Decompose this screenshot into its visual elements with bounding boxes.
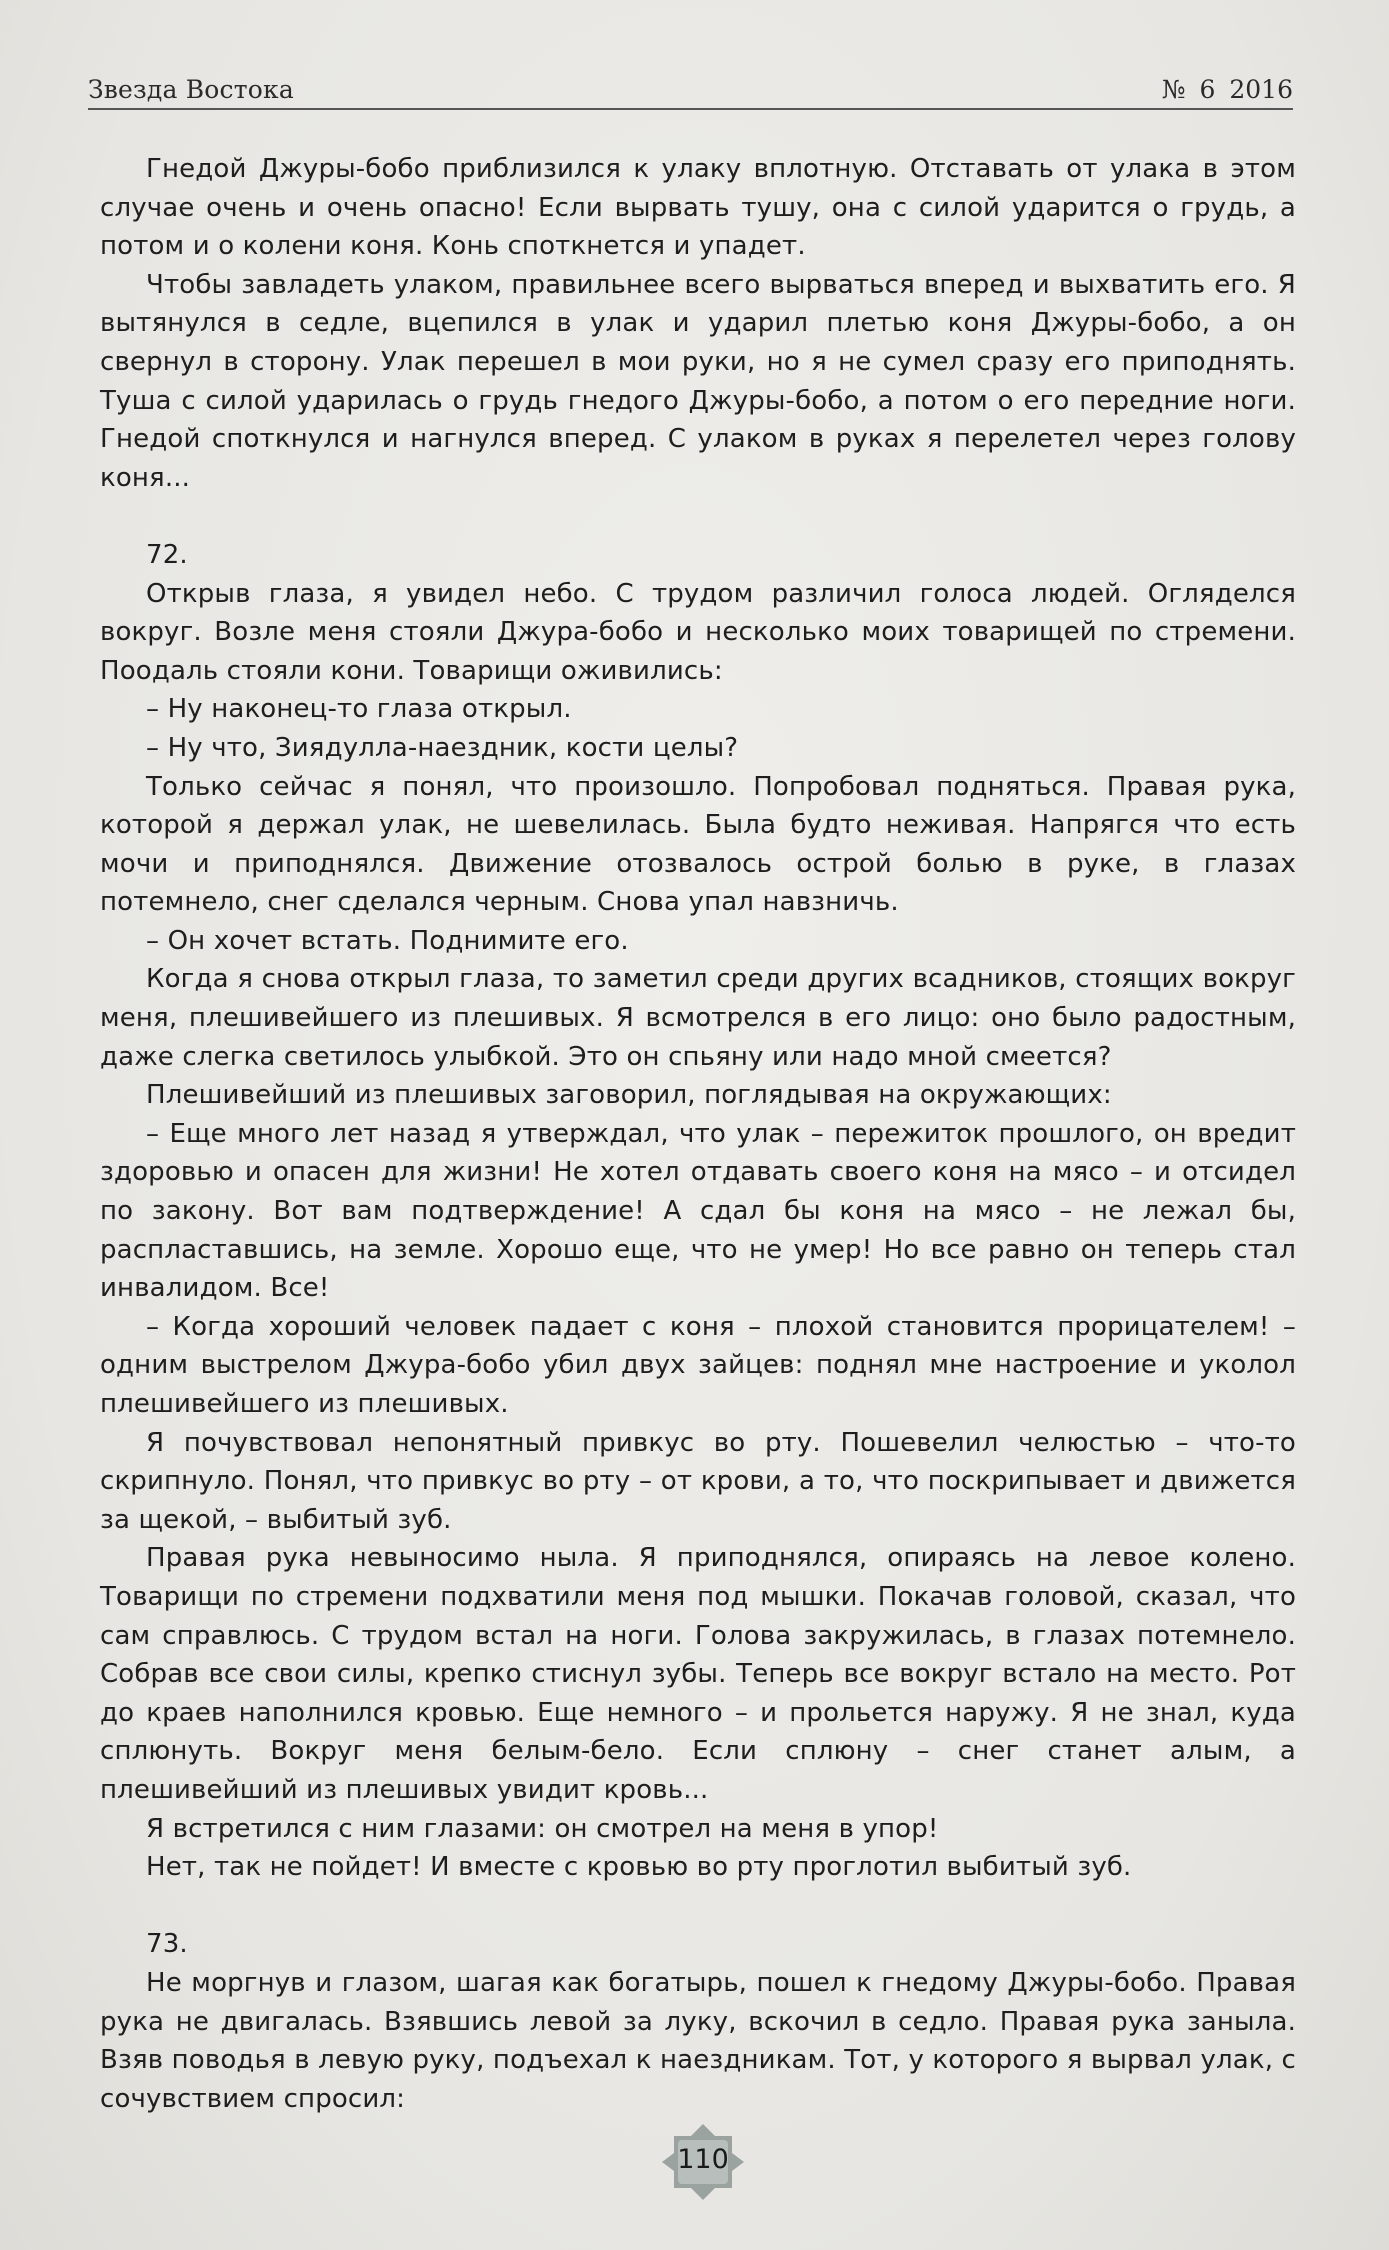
dialogue-line: – Когда хороший человек падает с коня – плохой становится прорицателем! – одним выстрелом Джура-бобо убил двух зайцев: поднял мне настроение и уколол плешивейшего из плешивых. xyxy=(100,1311,1296,1419)
paragraph: Чтобы завладеть улаком, правильнее всего вырваться вперед и выхватить его. Я вытянулся в седле, вцепился в улак и ударил плетью коня Джуры-бобо, а он свернул в сторону. Улак перешел в мои руки, но я не сумел сразу его приподнять. Туша с силой ударилась о грудь гнедого Джуры-бобо, а потом о его передние ноги. Гнедой споткнулся и нагнулся вперед. С улаком в руках я перелетел через голову коня... xyxy=(100,269,1296,493)
page-number-ornament xyxy=(648,2122,758,2202)
paragraph: Правая рука невыносимо ныла. Я приподнялся, опираясь на левое колено. Товарищи по стремени подхватили меня под мышки. Покачав головой, сказал, что сам справлюсь. С трудом встал на ноги. Голова закружилась, в глазах потемнело. Собрав все свои силы, крепко стиснул зубы. Теперь все вокруг встало на место. Рот до краев наполнился кровью. Еще немного – и прольется наружу. Я не знал, куда сплюнуть. Вокруг меня белым-бело. Если сплюну – снег станет алым, а плешивейший из плешивых увидит кровь... xyxy=(100,1543,1296,1805)
paragraph: Плешивейший из плешивых заговорил, поглядывая на окружающих: xyxy=(146,1080,1112,1111)
paragraph: Я почувствовал непонятный привкус во рту. Пошевелил челюстью – что-то скрипнуло. Понял, что привкус во рту – от крови, а то, что поскрипывает и движется за щекой, – выбитый зуб. xyxy=(100,1427,1296,1535)
header-rule xyxy=(88,108,1293,110)
dialogue-line: – Еще много лет назад я утверждал, что улак – пережиток прошлого, он вредит здоровью и опасен для жизни! Не хотел отдавать своего коня на мясо – и отсидел по закону. Вот вам подтверждение! А сдал бы коня на мясо – не лежал бы, распластавшись, на земле. Хорошо еще, что не умер! Но все равно он теперь стал инвалидом. Все! xyxy=(100,1118,1296,1304)
paragraph: Когда я снова открыл глаза, то заметил среди других всадников, стоящих вокруг меня, плешивейшего из плешивых. Я всмотрелся в его лицо: оно было радостным, даже слегка светилось улыбкой. Это он спьяну или надо мной смеется? xyxy=(100,964,1296,1072)
dialogue-line: – Ну наконец-то глаза открыл. xyxy=(146,694,572,725)
paragraph: Только сейчас я понял, что произошло. Попробовал подняться. Правая рука, которой я держал улак, не шевелилась. Была будто неживая. Напрягся что есть мочи и приподнялся. Движение отозвалось острой болью в руке, в глазах потемнело, снег сделался черным. Снова упал навзничь. xyxy=(100,771,1296,918)
dialogue-line: – Он хочет встать. Поднимите его. xyxy=(146,925,629,956)
page-number: 110 xyxy=(677,2144,729,2175)
paragraph: Открыв глаза, я увидел небо. С трудом различил голоса людей. Огляделся вокруг. Возле меня стояли Джура-бобо и несколько моих товарищей по стремени. Поодаль стояли кони. Товарищи оживились: xyxy=(100,578,1296,686)
journal-title: Звезда Востока xyxy=(88,75,294,104)
issue-number: № 6 2016 xyxy=(1161,75,1293,104)
dialogue-line: – Ну что, Зиядулла-наездник, кости целы? xyxy=(146,732,739,763)
paragraph: Я встретился с ним глазами: он смотрел на меня в упор! xyxy=(146,1813,939,1844)
paragraph: Не моргнув и глазом, шагая как богатырь, пошел к гнедому Джуры-бобо. Правая рука не двигалась. Взявшись левой за луку, вскочил в седло. Правая рука заныла. Взяв поводья в левую руку, подъехал к наездникам. Тот, у которого я вырвал улак, с сочувствием спросил: xyxy=(100,1967,1296,2114)
running-header xyxy=(88,70,1293,110)
paragraph: Гнедой Джуры-бобо приблизился к улаку вплотную. Отставать от улака в этом случае очень и очень опасно! Если вырвать тушу, она с силой ударится о грудь, а потом и о колени коня. Конь споткнется и упадет. xyxy=(100,154,1296,262)
paragraph: Нет, так не пойдет! И вместе с кровью во рту проглотил выбитый зуб. xyxy=(146,1852,1132,1883)
section-number: 73. xyxy=(146,1929,188,1960)
body-text xyxy=(100,150,1296,2118)
section-number: 72. xyxy=(146,539,188,570)
